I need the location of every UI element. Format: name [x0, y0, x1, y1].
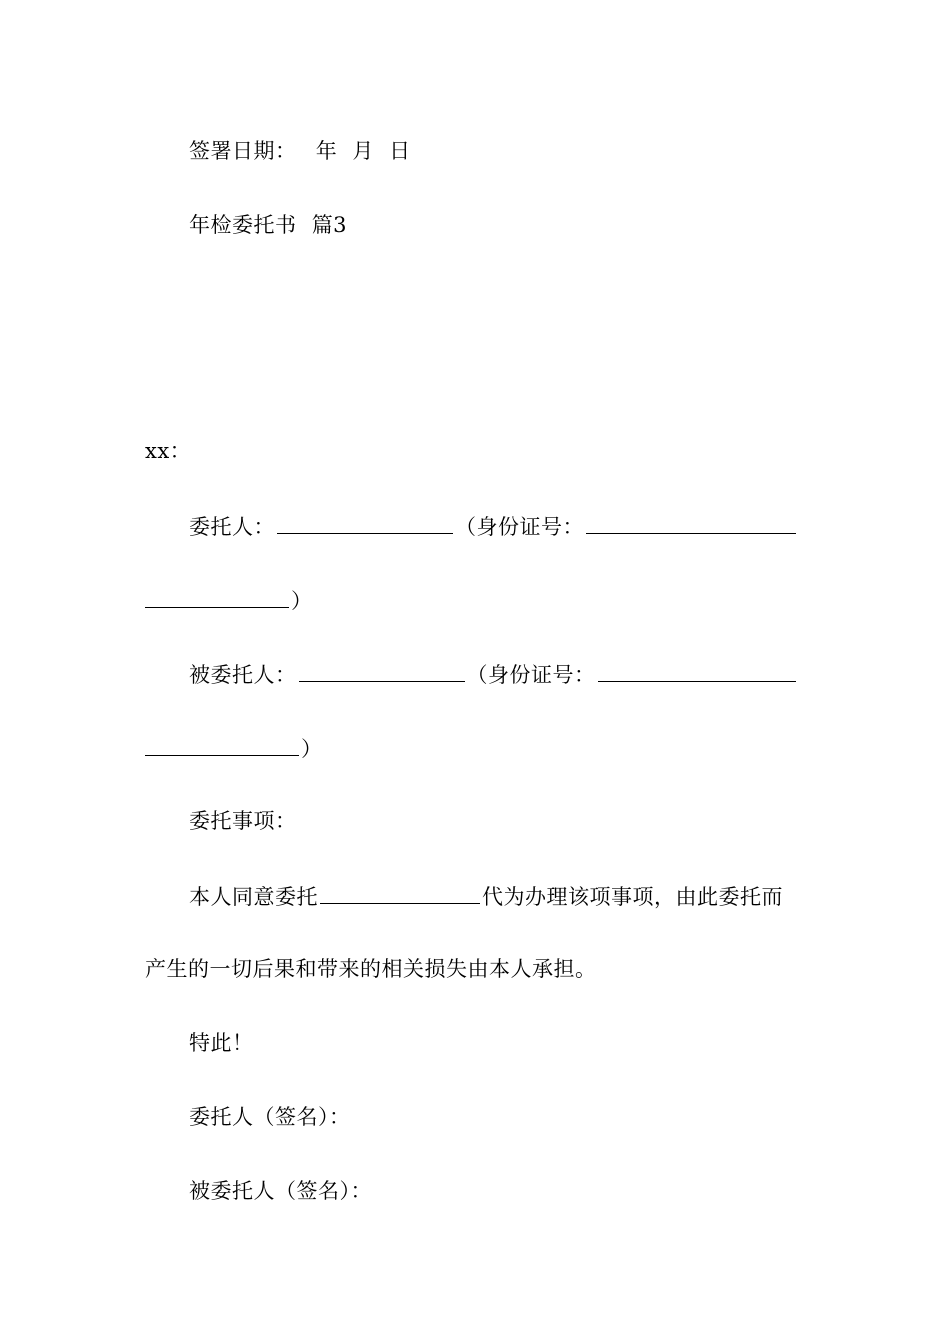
principal-line-cont	[145, 585, 313, 615]
sign-date-year: 年	[315, 139, 338, 163]
agent-id-label: （身份证号：	[466, 663, 596, 687]
agent-line-cont	[145, 733, 323, 763]
body-line-1	[189, 881, 783, 911]
principal-signature: 委托人（签名）：	[189, 1105, 351, 1129]
principal-id-blank-cont	[145, 585, 289, 608]
sign-date-label: 签署日期：	[189, 139, 297, 163]
agent-label: 被委托人：	[189, 663, 297, 687]
body-line1-b: 代为办理该项事项，由此委托而	[482, 885, 783, 909]
agent-close-paren: ）	[301, 737, 323, 761]
principal-name-blank	[277, 511, 453, 534]
agent-id-blank	[598, 659, 796, 682]
section-heading	[189, 211, 347, 239]
sign-date-day: 日	[389, 139, 411, 163]
delegate-blank	[320, 881, 480, 904]
principal-line	[189, 511, 798, 541]
section-title: 年检委托书	[189, 213, 297, 237]
agent-signature: 被委托人（签名）：	[189, 1179, 372, 1203]
principal-close-paren: ）	[291, 589, 313, 613]
sign-date-month: 月	[352, 139, 374, 163]
principal-id-blank	[586, 511, 796, 534]
addressee: xx：	[145, 439, 192, 463]
matters-label: 委托事项：	[189, 809, 297, 833]
body-line1-a: 本人同意委托	[189, 885, 318, 909]
principal-label: 委托人：	[189, 515, 275, 539]
agent-id-blank-cont	[145, 733, 299, 756]
principal-id-label: （身份证号：	[455, 515, 584, 539]
hereby-text: 特此！	[189, 1031, 254, 1055]
agent-name-blank	[299, 659, 465, 682]
body-line-2: 产生的一切后果和带来的相关损失由本人承担。	[145, 957, 597, 981]
sign-date-line	[189, 137, 411, 165]
agent-line	[189, 659, 798, 689]
section-number: 篇3	[311, 213, 348, 237]
